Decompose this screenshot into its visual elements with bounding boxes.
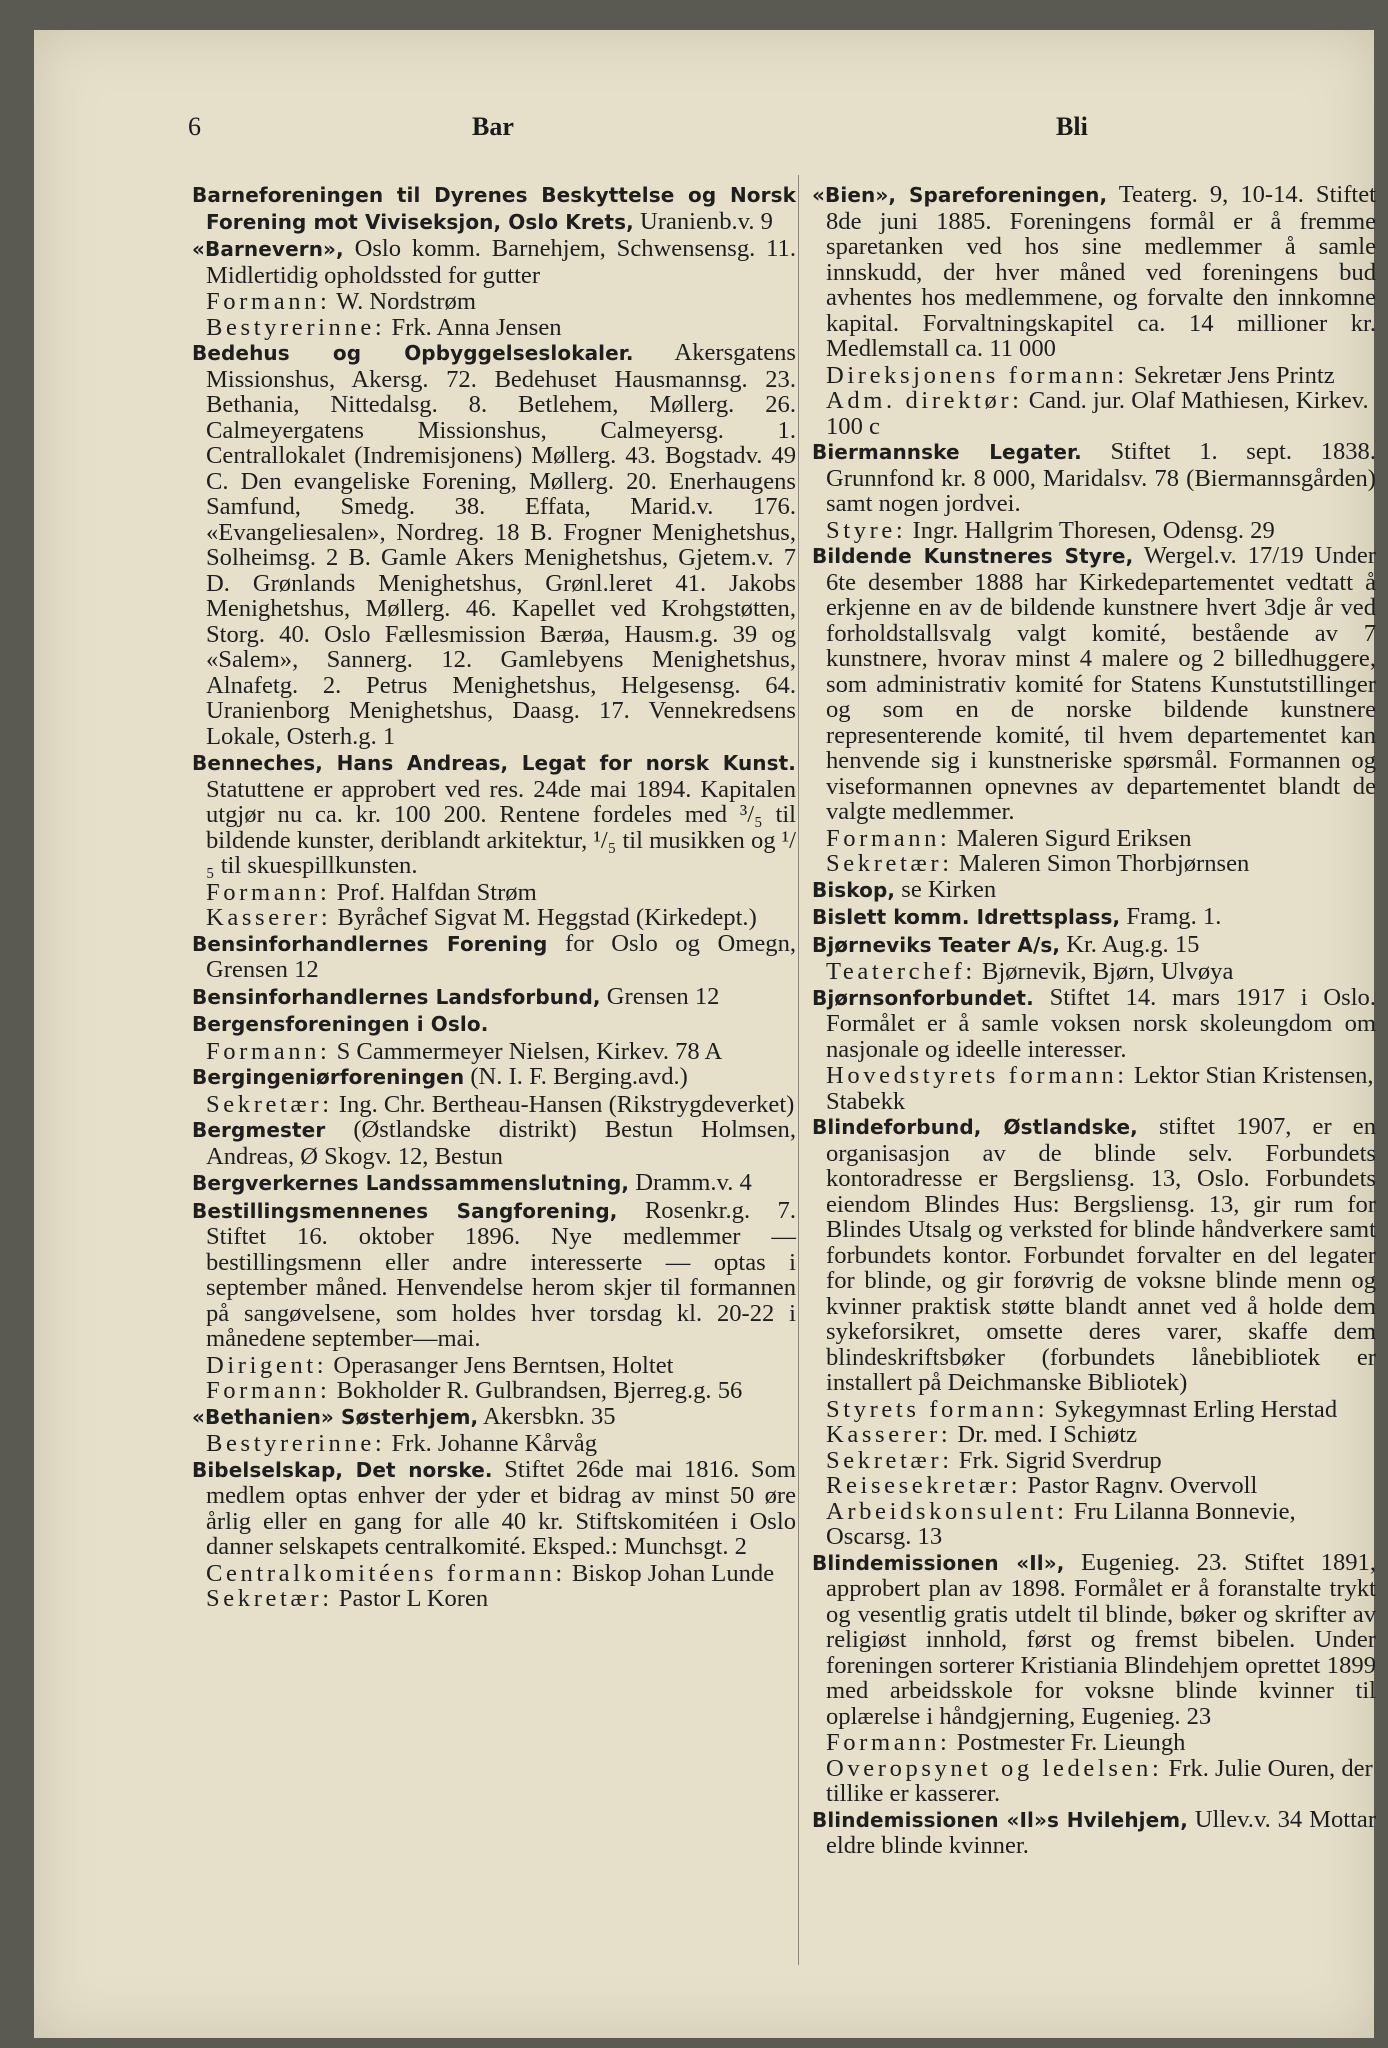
officer-role: Formann: [206,878,331,906]
entry-title: Bjørneviks Teater A/s, [812,932,1061,957]
officer-role: Reisesekretær: [826,1472,1022,1499]
entry-text: Stiftet 1. sept. 1838. Grunnfond kr. 8 000, Maridalsv. 78 (Biermannsgården) samt nogen jordvei. [826,438,1376,517]
directory-entry [192,236,796,288]
entry-title: Biermannske Legater. [812,440,1082,464]
officer-role: Kasserer: [826,1421,952,1448]
entry-text: Wergel.v. 17/19 Under 6te desember 1888 har Kirkedepartementet vedtatt å erkjenne en av de bildende kunstnere hvert 3dje år ved forholdstallsvalg valgt komité, bestående av 7 kunstnere, hvorav minst 4 malere og 2 billedhuggere, som administrativ komité for Statens Kunstutstillinger og som en de norske bildende kunstnere representerende komité, til hvem departementet kan henvende sig i kunstneriske spørsmål. Formannen og viseformannen opnevnes av departementet blandt de valgte medlemmer. [826,542,1376,825]
entry-title: Bjørnsonforbundet. [812,985,1034,1010]
officer-name: Byråchef Sigvat M. Heggstad (Kirkedept.) [331,904,757,931]
officer-name: Cand. jur. Olaf Mathiesen, Kirkev. 100 c [826,387,1369,440]
directory-entry [192,1064,796,1091]
directory-entry [812,904,1376,931]
officer-name: Pastor Ragnv. Overvoll [1021,1472,1258,1499]
directory-entry [192,182,796,235]
directory-entry [192,1117,796,1169]
entry-text: Statuttene er approbert ved res. 24de mai 1894. Kapitalen utgjør nu ca. kr. 100 200. Rentene fordeles med ³/₅ til bildende kunster, deriblandt arkitektur, ¹/₅ til musikken og ¹/₅ til skuespillkunsten. [206,775,796,879]
directory-entry [812,439,1376,517]
officer-name: Frk. Johanne Kårvåg [385,1430,598,1457]
right-column [812,182,1376,1860]
officer-name: Ing. Chr. Bertheau-Hansen (Rikstrygdeverket) [332,1090,795,1118]
directory-entry [192,1404,796,1431]
officer-name: Prof. Halfdan Strøm [330,878,537,906]
entry-title: Blindemissionen «Il», [812,1550,1065,1575]
entry-officer [812,1422,1376,1448]
officer-role: Formann: [826,824,951,852]
officer-role: Adm. direktør: [826,387,1023,414]
entry-title: Bedehus og Opbyggelseslokaler. [192,341,634,365]
directory-entry [192,750,796,879]
entry-text: Akersgatens Missionshus, Akersg. 72. Bedehuset Hausmannsg. 23. Bethania, Nittedalsg. 8. Betlehem, Møllerg. 26. Calmeyergatens Missionshus, Calmeyersg. 1. Centrallokalet (Indremisjonens) Møllerg. 43. Bogstadv. 49 C. Den evangeliske Forening, Møllerg. 20. Enerhaugens Samfund, Smedg. 38. Effata, Marid.v. 176. «Evangeliesalen», Nordreg. 18 B. Frogner Menighetshus, Solheimsg. 2 B. Gamle Akers Menighetshus, Gjetem.v. 7 D. Grønlands Menighetshus, Grønl.leret 41. Jakobs Menighetshus, Møllerg. 46. Kapellet ved Krohgstøtten, Storg. 40. Oslo Fællesmission Bærøa, Hausm.g. 39 og «Salem», Sannerg. 12. Gamlebyens Menighetshus, Alnafetg. 2. Petrus Menighetshus, Helgesensg. 64. Uranienborg Menighetshus, Daasg. 17. Vennekredsens Lokale, Osterh.g. 1 [206,339,797,750]
entry-text: (Østlandske distrikt) Bestun Holmsen, Andreas, Ø Skogv. 12, Bestun [206,1116,796,1170]
officer-role: Sekretær: [826,850,953,877]
entry-title: Bergensforeningen i Oslo. [192,1012,489,1036]
entry-title: «Barnevern», [192,237,344,261]
entry-officer [812,1730,1376,1756]
entry-officer [812,518,1376,544]
entry-officer [812,1473,1376,1499]
officer-role: Styrets formann: [826,1395,1049,1423]
officer-name: Bokholder R. Gulbrandsen, Bjerreg.g. 56 [330,1377,743,1404]
entry-text: Framg. 1. [1120,903,1222,930]
entry-officer [192,1431,796,1457]
entry-officer [812,1499,1376,1550]
entry-text: Oslo komm. Barnehjem, Schwensensg. 11. Midlertidig opholdssted for gutter [206,235,796,289]
officer-name: Bjørnevik, Bjørn, Ulvøya [975,958,1234,985]
entry-officer [812,1063,1376,1114]
page-header [34,112,1374,152]
officer-name: Fru Lilanna Bonnevie, Oscarsg. 13 [826,1497,1296,1550]
officer-role: Dirigent: [206,1351,328,1379]
entry-officer [192,1039,796,1065]
officer-role: Formann: [826,1729,951,1756]
entry-officer [192,1353,796,1379]
entry-text: for Oslo og Omegn, Grensen 12 [206,929,797,983]
directory-entry [192,1170,796,1197]
entry-title: Barneforeningen til Dyrenes Beskyttelse og Norsk Forening mot Viviseksjon, Oslo Krets, [192,183,796,234]
entry-title: Biskop, [812,877,896,902]
officer-role: Formann: [206,1037,331,1065]
entry-text: Ullev.v. 34 Mottar eldre blinde kvinner. [826,1805,1377,1859]
entry-title: Bensinforhandlernes Forening [192,931,548,956]
officer-name: Dr. med. I Schiøtz [951,1421,1138,1448]
officer-name: Sykegymnast Erling Herstad [1048,1395,1338,1423]
officer-role: Arbeidskonsulent: [826,1497,1068,1525]
directory-entry [192,340,796,749]
officer-role: Centralkomitéens formann: [206,1559,566,1587]
officer-role: Bestyrerinne: [206,1430,386,1457]
entry-officer [192,1586,796,1612]
directory-entry [192,1011,796,1038]
left-column [192,182,796,1612]
officer-name: Lektor Stian Kristensen, Stabekk [826,1062,1374,1115]
officer-role: Formann: [206,1377,331,1404]
entry-text: Teaterg. 9, 10-14. Stiftet 8de juni 1885. Foreningens formål er å fremme sparetanken ved hos sine medlemmer å samle innskudd, der hver måned ved foreningens bud avhentes hos medlemmene, og forvalte den innkomne kapital. Forvaltningskapitel ca. 14 millioner kr. Medlemstall ca. 11 000 [826,181,1377,362]
officer-role: Bestyrerinne: [206,313,386,341]
entry-officer [192,289,796,315]
entry-text: stiftet 1907, er en organisasjon av de blinde selv. Forbundets kontoradresse er Bergsliensg. 13, Oslo. Forbundets eiendom Blindes Hus: Bergsliensg. 13, gir rum for Blindes Utsalg og verksted for blinde håndverkere samt forbundets kontor. Forbundet forvalter en del legater for blinde, og gir forøvrig de voksne blinde menn og kvinner praktisk støtte blandt annet ved å holde dem sykeforsikret, omsette deres varer, skaffe dem blindeskriftsbøker (forbundets lånebibliotek er installert på Deichmanske Bibliotek) [826,1113,1376,1396]
entry-text: Rosenkr.g. 7. Stiftet 16. oktober 1896. Nye medlemmer — bestillingsmenn eller andre interesserte — optas i september måned. Henvendelse herom skjer til formannen på sangøvelsene, som holdes hver torsdag kl. 20-22 i månedene september—mai. [206,1196,797,1352]
entry-officer [812,1756,1376,1807]
officer-role: Sekretær: [206,1090,333,1118]
entry-title: Benneches, Hans Andreas, Legat for norsk Kunst. [192,751,796,775]
officer-role: Overopsynet og ledelsen: [826,1754,1163,1782]
officer-name: Frk. Julie Ouren, der tillike er kasserer. [826,1754,1373,1807]
officer-role: Teaterchef: [826,958,976,985]
officer-role: Sekretær: [826,1446,953,1474]
officer-role: Formann: [206,288,331,315]
entry-title: Bensinforhandlernes Landsforbund, [192,984,601,1009]
directory-entry [812,182,1376,362]
entry-text: Uranienb.v. 9 [633,207,773,235]
entry-officer [192,1092,796,1118]
entry-title: Blindeforbund, Østlandske, [812,1115,1138,1139]
officer-name: Frk. Anna Jensen [385,313,562,341]
entry-title: Bergingeniørforeningen [192,1065,465,1089]
entry-officer [192,1561,796,1587]
entry-officer [192,315,796,341]
directory-entry [812,932,1376,959]
entry-officer [192,1378,796,1404]
directory-entry [812,1550,1376,1730]
entry-officer [812,388,1376,439]
entry-title: Bergmester [192,1118,326,1142]
directory-entry [192,1198,796,1352]
directory-entry [812,1114,1376,1396]
directory-entry [192,1457,796,1560]
guide-word-right: Bli [1056,112,1088,141]
officer-role: Styre: [826,516,907,544]
officer-name: Pastor L Koren [332,1585,489,1612]
entry-officer [812,959,1376,985]
entry-text: Stiftet 14. mars 1917 i Oslo. Formålet er å samle voksen norsk skoleungdom om nasjonale og ideelle interesser. [826,983,1376,1063]
entry-text: Grensen 12 [600,982,720,1010]
entry-officer [812,826,1376,852]
entry-officer [812,363,1376,389]
guide-word-left: Bar [472,112,514,141]
column-divider [798,175,799,1965]
directory-entry [192,984,796,1011]
officer-name: Ingr. Hallgrim Thoresen, Odensg. 29 [906,516,1275,544]
entry-officer [812,851,1376,877]
entry-officer [812,1448,1376,1474]
directory-entry [812,985,1376,1063]
entry-text: Eugenieg. 23. Stiftet 1891, approbert plan av 1898. Formålet er å foranstalte trykt og vesentlig gratis utdelt til blinde, bøker og skrifter av religiøst innhold, først og fremst bibelen. Under foreningen sorterer Kristiania Blindehjem oprettet 1899 med arbeidsskole for voksne blinde kvinner til oplærelse i håndgjerning, Eugenieg. 23 [826,1548,1377,1730]
entry-text: Stiftet 26de mai 1816. Som medlem optas enhver der yder et bidrag av minst 50 øre årlig eller en gang for alle 40 kr. Stiftskomitéen i Oslo danner selskapets centralkomité. Eksped.: Munchsgt. 2 [206,1455,796,1560]
page-number: 6 [188,112,201,141]
entry-title: Bestillingsmennenes Sangforening, [192,1198,618,1223]
officer-role: Direksjonens formann: [826,361,1128,389]
officer-name: Maleren Simon Thorbjørnsen [952,850,1250,877]
officer-name: S Cammermeyer Nielsen, Kirkev. 78 A [330,1037,723,1065]
entry-title: Bergverkernes Landssammenslutning, [192,1171,630,1195]
page [34,30,1377,2038]
entry-title: «Bethanien» Søsterhjem, [192,1404,479,1429]
entry-text: se Kirken [895,875,997,903]
officer-name: Postmester Fr. Lieungh [950,1729,1186,1756]
officer-name: Sekretær Jens Printz [1127,361,1335,389]
entry-text: (N. I. F. Berging.avd.) [464,1063,688,1090]
officer-role: Hovedstyrets formann: [826,1062,1128,1089]
officer-role: Sekretær: [206,1585,333,1612]
entry-title: Bibelselskap, Det norske. [192,1457,493,1482]
officer-name: W. Nordstrøm [330,288,476,315]
directory-entry [812,1807,1376,1859]
entry-title: Blindemissionen «Il»s Hvilehjem, [812,1807,1188,1832]
entry-text: Dramm.v. 4 [629,1169,752,1196]
entry-officer [192,905,796,931]
entry-officer [192,880,796,906]
entry-text: Kr. Aug.g. 15 [1060,930,1200,958]
entry-title: «Bien», Spareforeningen, [812,183,1108,207]
directory-entry [812,877,1376,904]
entry-title: Bislett komm. Idrettsplass, [812,905,1121,929]
directory-entry [192,931,796,983]
officer-name: Maleren Sigurd Eriksen [950,824,1192,852]
entry-text: Akersbkn. 35 [478,1402,616,1430]
officer-name: Operasanger Jens Berntsen, Holtet [327,1351,674,1379]
entry-officer [812,1397,1376,1423]
officer-role: Kasserer: [206,904,332,931]
entry-title: Bildende Kunstneres Styre, [812,544,1134,568]
officer-name: Frk. Sigrid Sverdrup [952,1446,1162,1474]
officer-name: Biskop Johan Lunde [565,1559,775,1587]
directory-entry [812,543,1376,825]
